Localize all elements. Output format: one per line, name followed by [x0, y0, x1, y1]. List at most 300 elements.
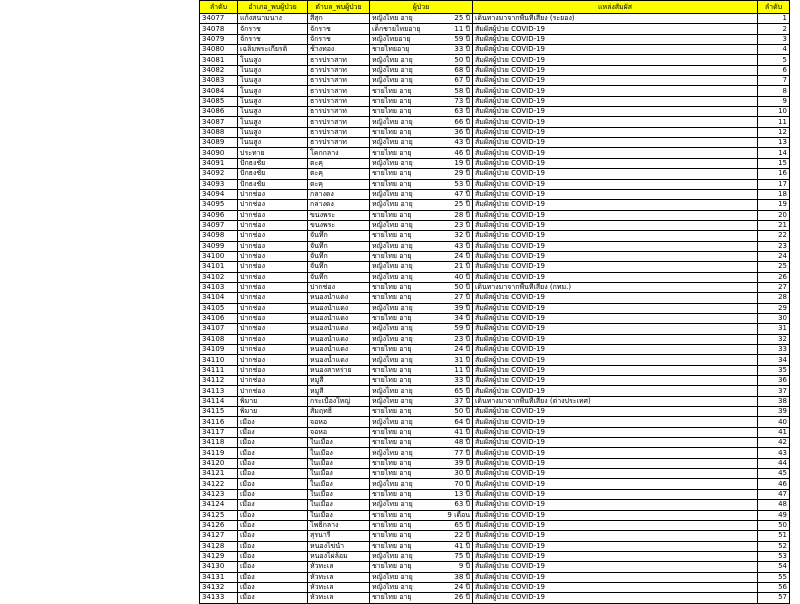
patient-age: 24 ปี	[454, 345, 470, 354]
patient-description: ชายไทย อายุ	[372, 148, 412, 157]
patient-description: ชายไทย อายุ	[372, 562, 412, 571]
patient-age: 23 ปี	[454, 334, 470, 343]
cell-subdistrict: ธารปราสาท	[308, 96, 370, 106]
cell-district: เมือง	[238, 582, 308, 592]
cell-case-id: 34123	[200, 489, 238, 499]
patient-description: ชายไทย อายุ	[372, 531, 412, 540]
cell-exposure-source: สัมผัสผู้ป่วย COVID-19	[473, 386, 758, 396]
patient-age: 39 ปี	[454, 458, 470, 467]
cell-case-id: 34114	[200, 396, 238, 406]
table-row	[200, 355, 790, 365]
cell-district: เมือง	[238, 448, 308, 458]
table-row	[200, 572, 790, 582]
cell-district: พิมาย	[238, 396, 308, 406]
cell-exposure-source: สัมผัสผู้ป่วย COVID-19	[473, 158, 758, 168]
cell-subdistrict: จันทึก	[308, 272, 370, 282]
cell-sequence: 12	[758, 127, 790, 137]
cell-subdistrict: ในเมือง	[308, 448, 370, 458]
patient-age: 47 ปี	[454, 190, 470, 199]
cell-exposure-source: สัมผัสผู้ป่วย COVID-19	[473, 96, 758, 106]
table-row	[200, 479, 790, 489]
cell-subdistrict: จอหอ	[308, 427, 370, 437]
patient-description: หญิงไทย อายุ	[372, 65, 413, 74]
cell-subdistrict: ธารปราสาท	[308, 65, 370, 75]
cell-patient	[370, 24, 473, 34]
cell-patient	[370, 303, 473, 313]
patient-description: หญิงไทย อายุ	[372, 117, 413, 126]
cell-subdistrict: กลางดง	[308, 189, 370, 199]
cell-exposure-source: สัมผัสผู้ป่วย COVID-19	[473, 107, 758, 117]
cell-case-id: 34108	[200, 334, 238, 344]
patient-description: ชายไทย อายุ	[372, 541, 412, 550]
cell-subdistrict: ในเมือง	[308, 489, 370, 499]
cell-district: โนนสูง	[238, 127, 308, 137]
cell-exposure-source: สัมผัสผู้ป่วย COVID-19	[473, 469, 758, 479]
patient-description: ชายไทย อายุ	[372, 86, 412, 95]
patient-description: หญิงไทย อายุ	[372, 272, 413, 281]
cell-sequence: 30	[758, 313, 790, 323]
cell-exposure-source: สัมผัสผู้ป่วย COVID-19	[473, 34, 758, 44]
patient-description: ชายไทย อายุ	[372, 127, 412, 136]
patient-age: 43 ปี	[454, 138, 470, 147]
cell-patient	[370, 355, 473, 365]
cell-exposure-source: สัมผัสผู้ป่วย COVID-19	[473, 241, 758, 251]
cell-case-id: 34081	[200, 55, 238, 65]
cell-sequence: 46	[758, 479, 790, 489]
cell-case-id: 34107	[200, 324, 238, 334]
cell-case-id: 34096	[200, 210, 238, 220]
cell-district: แก้งสนามนาง	[238, 14, 308, 24]
cell-district: โนนสูง	[238, 86, 308, 96]
cell-sequence: 47	[758, 489, 790, 499]
cell-sequence: 53	[758, 551, 790, 561]
cell-district: ปากช่อง	[238, 220, 308, 230]
cell-patient	[370, 376, 473, 386]
cell-sequence: 19	[758, 200, 790, 210]
header-subdistrict: ตำบล_พบผู้ป่วย	[308, 1, 370, 14]
cell-district: เมือง	[238, 417, 308, 427]
patient-description: หญิงไทย อายุ	[372, 583, 413, 592]
cell-sequence: 57	[758, 593, 790, 603]
patient-description: หญิงไทย อายุ	[372, 190, 413, 199]
cell-subdistrict: ในเมือง	[308, 458, 370, 468]
cell-sequence: 4	[758, 45, 790, 55]
table-row	[200, 210, 790, 220]
cell-patient	[370, 45, 473, 55]
patient-age: 41 ปี	[454, 541, 470, 550]
cell-exposure-source: สัมผัสผู้ป่วย COVID-19	[473, 562, 758, 572]
patient-description: หญิงไทย อายุ	[372, 303, 413, 312]
patient-age: 68 ปี	[454, 65, 470, 74]
cell-district: ปากช่อง	[238, 189, 308, 199]
cell-subdistrict: หมูสี	[308, 376, 370, 386]
cell-exposure-source: สัมผัสผู้ป่วย COVID-19	[473, 541, 758, 551]
cell-case-id: 34119	[200, 448, 238, 458]
cell-district: โนนสูง	[238, 96, 308, 106]
patient-age: 9 เดือน	[447, 510, 470, 519]
cell-case-id: 34112	[200, 376, 238, 386]
cell-case-id: 34083	[200, 76, 238, 86]
cell-district: เมือง	[238, 500, 308, 510]
cell-exposure-source: สัมผัสผู้ป่วย COVID-19	[473, 448, 758, 458]
table-row	[200, 65, 790, 75]
table-row	[200, 345, 790, 355]
patient-description: หญิงไทย อายุ	[372, 355, 413, 364]
cell-case-id: 34129	[200, 551, 238, 561]
cell-patient	[370, 86, 473, 96]
cell-exposure-source: สัมผัสผู้ป่วย COVID-19	[473, 45, 758, 55]
cell-exposure-source: สัมผัสผู้ป่วย COVID-19	[473, 293, 758, 303]
cell-sequence: 43	[758, 448, 790, 458]
patient-description: ชายไทย อายุ	[372, 210, 412, 219]
cell-case-id: 34094	[200, 189, 238, 199]
patient-age: 59 ปี	[454, 34, 470, 43]
cell-case-id: 34087	[200, 117, 238, 127]
cell-patient	[370, 210, 473, 220]
cell-sequence: 55	[758, 572, 790, 582]
cell-district: ปากช่อง	[238, 365, 308, 375]
cell-patient	[370, 241, 473, 251]
table-row	[200, 251, 790, 261]
cell-case-id: 34080	[200, 45, 238, 55]
cell-sequence: 39	[758, 407, 790, 417]
cell-exposure-source: สัมผัสผู้ป่วย COVID-19	[473, 438, 758, 448]
cell-patient	[370, 510, 473, 520]
cell-district: ปากช่อง	[238, 262, 308, 272]
table-row	[200, 510, 790, 520]
cell-exposure-source: สัมผัสผู้ป่วย COVID-19	[473, 24, 758, 34]
table-row	[200, 448, 790, 458]
cell-patient	[370, 520, 473, 530]
cell-case-id: 34126	[200, 520, 238, 530]
cell-exposure-source: สัมผัสผู้ป่วย COVID-19	[473, 76, 758, 86]
cell-district: ปากช่อง	[238, 376, 308, 386]
cell-exposure-source: สัมผัสผู้ป่วย COVID-19	[473, 572, 758, 582]
cell-exposure-source: สัมผัสผู้ป่วย COVID-19	[473, 200, 758, 210]
cell-subdistrict: ตะคุ	[308, 179, 370, 189]
patient-age: 13 ปี	[454, 489, 470, 498]
cell-case-id: 34115	[200, 407, 238, 417]
cell-sequence: 7	[758, 76, 790, 86]
patient-age: 63 ปี	[454, 500, 470, 509]
patient-description: หญิงไทย อายุ	[372, 138, 413, 147]
cell-district: ปากช่อง	[238, 210, 308, 220]
patient-description: หญิงไทย อายุ	[372, 14, 413, 23]
cell-case-id: 34130	[200, 562, 238, 572]
cell-district: ปากช่อง	[238, 293, 308, 303]
cell-exposure-source: เดินทางมาจากพื้นที่เสี่ยง (กทม.)	[473, 282, 758, 292]
cell-subdistrict: ช้างทอง	[308, 45, 370, 55]
cell-case-id: 34121	[200, 469, 238, 479]
patient-age: 50 ปี	[454, 283, 470, 292]
cell-district: ปากช่อง	[238, 241, 308, 251]
table-row	[200, 396, 790, 406]
cell-case-id: 34077	[200, 14, 238, 24]
table-row	[200, 324, 790, 334]
patient-description: หญิงไทย อายุ	[372, 572, 413, 581]
table-row	[200, 179, 790, 189]
cell-exposure-source: สัมผัสผู้ป่วย COVID-19	[473, 489, 758, 499]
patient-description: ชายไทย อายุ	[372, 427, 412, 436]
cell-patient	[370, 158, 473, 168]
cell-subdistrict: จันทึก	[308, 251, 370, 261]
table-row	[200, 231, 790, 241]
patient-description: ชายไทย อายุ	[372, 345, 412, 354]
table-row	[200, 293, 790, 303]
cell-subdistrict: กลางดง	[308, 200, 370, 210]
patient-age: 37 ปี	[454, 396, 470, 405]
table-row	[200, 593, 790, 603]
cell-district: เมือง	[238, 510, 308, 520]
cell-district: จักราช	[238, 34, 308, 44]
cell-sequence: 31	[758, 324, 790, 334]
patient-age: 50 ปี	[454, 55, 470, 64]
header-sequence: ลำดับ	[758, 1, 790, 14]
cell-district: เมือง	[238, 458, 308, 468]
patient-age: 25 ปี	[454, 200, 470, 209]
cell-case-id: 34133	[200, 593, 238, 603]
cell-sequence: 3	[758, 34, 790, 44]
cell-district: เมือง	[238, 489, 308, 499]
cell-exposure-source: สัมผัสผู้ป่วย COVID-19	[473, 262, 758, 272]
cell-subdistrict: จักราช	[308, 34, 370, 44]
cell-subdistrict: หนองน้ำแดง	[308, 293, 370, 303]
cell-patient	[370, 417, 473, 427]
cell-exposure-source: สัมผัสผู้ป่วย COVID-19	[473, 531, 758, 541]
cell-sequence: 28	[758, 293, 790, 303]
cell-exposure-source: สัมผัสผู้ป่วย COVID-19	[473, 231, 758, 241]
patient-description: หญิงไทย อายุ	[372, 200, 413, 209]
table-row	[200, 313, 790, 323]
cell-subdistrict: จันทึก	[308, 241, 370, 251]
patient-age: 58 ปี	[454, 86, 470, 95]
table-row	[200, 34, 790, 44]
cell-case-id: 34095	[200, 200, 238, 210]
table-row	[200, 158, 790, 168]
cell-subdistrict: จักราช	[308, 24, 370, 34]
cell-sequence: 36	[758, 376, 790, 386]
cell-district: โนนสูง	[238, 138, 308, 148]
header-district: อำเภอ_พบผู้ป่วย	[238, 1, 308, 14]
cell-case-id: 34103	[200, 282, 238, 292]
cell-patient	[370, 76, 473, 86]
cell-exposure-source: สัมผัสผู้ป่วย COVID-19	[473, 169, 758, 179]
cell-patient	[370, 469, 473, 479]
cell-sequence: 1	[758, 14, 790, 24]
cell-case-id: 34127	[200, 531, 238, 541]
table-row	[200, 272, 790, 282]
cell-case-id: 34106	[200, 313, 238, 323]
table-row	[200, 469, 790, 479]
cell-sequence: 17	[758, 179, 790, 189]
cell-patient	[370, 334, 473, 344]
cell-patient	[370, 582, 473, 592]
patient-age: 50 ปี	[454, 407, 470, 416]
table-body	[200, 14, 790, 604]
cell-sequence: 54	[758, 562, 790, 572]
cell-patient	[370, 396, 473, 406]
cell-case-id: 34078	[200, 24, 238, 34]
cell-exposure-source: สัมผัสผู้ป่วย COVID-19	[473, 500, 758, 510]
patient-description: หญิงไทย อายุ	[372, 552, 413, 561]
patient-age: 22 ปี	[454, 531, 470, 540]
cell-district: ปากช่อง	[238, 251, 308, 261]
patient-age: 29 ปี	[454, 169, 470, 178]
patient-description: ชายไทย อายุ	[372, 169, 412, 178]
cell-subdistrict: ในเมือง	[308, 479, 370, 489]
cell-patient	[370, 479, 473, 489]
table-row	[200, 282, 790, 292]
table-row	[200, 334, 790, 344]
cell-district: ปักธงชัย	[238, 158, 308, 168]
cell-patient	[370, 189, 473, 199]
table-row	[200, 127, 790, 137]
cell-case-id: 34079	[200, 34, 238, 44]
cell-patient	[370, 500, 473, 510]
cell-sequence: 14	[758, 148, 790, 158]
cell-sequence: 23	[758, 241, 790, 251]
cell-case-id: 34111	[200, 365, 238, 375]
cell-patient	[370, 489, 473, 499]
cell-case-id: 34089	[200, 138, 238, 148]
cell-exposure-source: สัมผัสผู้ป่วย COVID-19	[473, 272, 758, 282]
cell-case-id: 34117	[200, 427, 238, 437]
patient-description: หญิงไทย อายุ	[372, 324, 413, 333]
cell-patient	[370, 438, 473, 448]
cell-subdistrict: ขนงพระ	[308, 210, 370, 220]
cell-sequence: 35	[758, 365, 790, 375]
table-row	[200, 45, 790, 55]
cell-sequence: 13	[758, 138, 790, 148]
patient-age: 23 ปี	[454, 221, 470, 230]
cell-patient	[370, 345, 473, 355]
cell-case-id: 34105	[200, 303, 238, 313]
table-row	[200, 55, 790, 65]
cell-case-id: 34113	[200, 386, 238, 396]
patient-age: 9 ปี	[458, 562, 470, 571]
cell-patient	[370, 313, 473, 323]
header-patient: ผู้ป่วย	[370, 1, 473, 14]
cell-district: ปากช่อง	[238, 324, 308, 334]
cell-sequence: 6	[758, 65, 790, 75]
cell-sequence: 16	[758, 169, 790, 179]
table-row	[200, 148, 790, 158]
patient-age: 77 ปี	[454, 448, 470, 457]
patient-description: หญิงไทย อายุ	[372, 334, 413, 343]
table-row	[200, 551, 790, 561]
cell-patient	[370, 572, 473, 582]
cell-case-id: 34100	[200, 251, 238, 261]
cell-exposure-source: สัมผัสผู้ป่วย COVID-19	[473, 324, 758, 334]
patient-description: หญิงไทย อายุ	[372, 386, 413, 395]
cell-patient	[370, 551, 473, 561]
patient-description: หญิงไทย อายุ	[372, 448, 413, 457]
cell-case-id: 34125	[200, 510, 238, 520]
cell-patient	[370, 541, 473, 551]
cell-patient	[370, 272, 473, 282]
table-row	[200, 562, 790, 572]
patient-age: 11 ปี	[454, 24, 470, 33]
cell-exposure-source: สัมผัสผู้ป่วย COVID-19	[473, 65, 758, 75]
cell-subdistrict: หนองไผ่ล้อม	[308, 551, 370, 561]
patient-description: ชายไทย อายุ	[372, 365, 412, 374]
cell-case-id: 34082	[200, 65, 238, 75]
cell-subdistrict: ตะคุ	[308, 169, 370, 179]
cell-district: โนนสูง	[238, 55, 308, 65]
cell-patient	[370, 562, 473, 572]
cell-subdistrict: หัวทะเล	[308, 562, 370, 572]
cell-subdistrict: สุรนารี	[308, 531, 370, 541]
patient-description: ชายไทย อายุ	[372, 469, 412, 478]
table-row	[200, 76, 790, 86]
cell-sequence: 27	[758, 282, 790, 292]
cell-subdistrict: สีสุก	[308, 14, 370, 24]
patient-age: 25 ปี	[454, 14, 470, 23]
case-list-sheet	[199, 0, 789, 604]
table-row	[200, 458, 790, 468]
cell-case-id: 34109	[200, 345, 238, 355]
cell-patient	[370, 127, 473, 137]
table-row	[200, 376, 790, 386]
cell-subdistrict: หมูสี	[308, 386, 370, 396]
cell-exposure-source: สัมผัสผู้ป่วย COVID-19	[473, 479, 758, 489]
cell-district: เมือง	[238, 593, 308, 603]
table-row	[200, 117, 790, 127]
cell-case-id: 34093	[200, 179, 238, 189]
patient-age: 33 ปี	[454, 45, 470, 54]
patient-description: ชายไทย อายุ	[372, 293, 412, 302]
table-row	[200, 427, 790, 437]
cell-subdistrict: สัมฤทธิ์	[308, 407, 370, 417]
cell-sequence: 20	[758, 210, 790, 220]
cell-district: พิมาย	[238, 407, 308, 417]
cell-district: ปากช่อง	[238, 282, 308, 292]
cell-case-id: 34101	[200, 262, 238, 272]
cell-case-id: 34097	[200, 220, 238, 230]
cell-subdistrict: ตะคุ	[308, 158, 370, 168]
cell-sequence: 51	[758, 531, 790, 541]
table-row	[200, 138, 790, 148]
table-row	[200, 220, 790, 230]
patient-age: 11 ปี	[454, 365, 470, 374]
patient-age: 27 ปี	[454, 293, 470, 302]
cell-patient	[370, 262, 473, 272]
patient-age: 53 ปี	[454, 179, 470, 188]
cell-patient	[370, 200, 473, 210]
cell-subdistrict: หนองน้ำแดง	[308, 313, 370, 323]
patient-age: 41 ปี	[454, 427, 470, 436]
patient-age: 21 ปี	[454, 262, 470, 271]
cell-district: ประทาย	[238, 148, 308, 158]
patient-age: 75 ปี	[454, 552, 470, 561]
cell-exposure-source: สัมผัสผู้ป่วย COVID-19	[473, 86, 758, 96]
cell-exposure-source: สัมผัสผู้ป่วย COVID-19	[473, 127, 758, 137]
patient-age: 48 ปี	[454, 438, 470, 447]
patient-age: 70 ปี	[454, 479, 470, 488]
table-row	[200, 24, 790, 34]
cell-district: เมือง	[238, 551, 308, 561]
cell-district: ปากช่อง	[238, 231, 308, 241]
cell-exposure-source: สัมผัสผู้ป่วย COVID-19	[473, 303, 758, 313]
header-exposure-source: แหล่งสัมผัส	[473, 1, 758, 14]
cell-exposure-source: สัมผัสผู้ป่วย COVID-19	[473, 148, 758, 158]
cell-subdistrict: กระเบื้องใหญ่	[308, 396, 370, 406]
cell-subdistrict: ปากช่อง	[308, 282, 370, 292]
table-row	[200, 489, 790, 499]
patient-description: หญิงไทย อายุ	[372, 55, 413, 64]
cell-subdistrict: จันทึก	[308, 262, 370, 272]
cell-district: ปากช่อง	[238, 386, 308, 396]
